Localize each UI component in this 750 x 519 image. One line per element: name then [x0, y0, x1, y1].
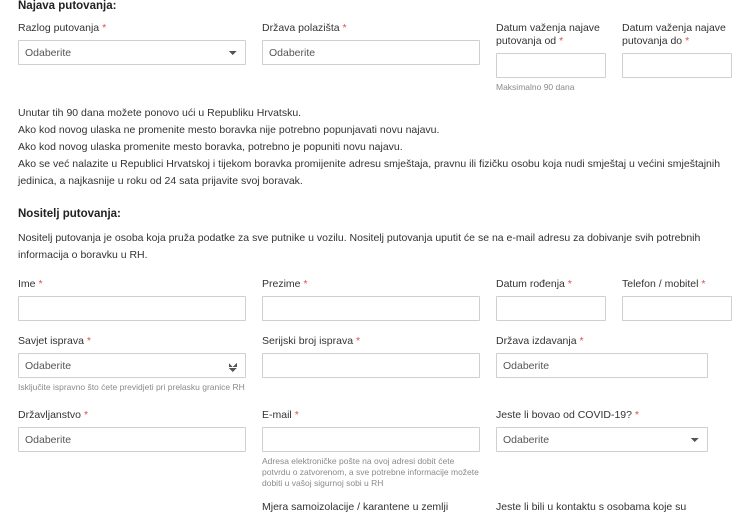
field-contact-question [496, 501, 708, 519]
departure-country-input[interactable] [262, 40, 480, 65]
birth-date-input[interactable] [496, 296, 606, 321]
email-hint: Adresa elektroničke pošte na ovoj adresi dobit ćete potvrdu o zatvorenom, a sve potrebne informacije možete dobiti u vašoj sigurnoj sobi u RH [262, 456, 479, 488]
field-citizenship [18, 409, 246, 489]
trip-notice-2: Ako kod novog ulaska ne promenite mesto boravka nije potrebno popunjavati novu najavu. [18, 124, 440, 136]
required-marker: * [102, 22, 107, 34]
field-isolation-measure-label: Mjera samoizolacije / karantene u zemlji [262, 501, 449, 513]
covid-select[interactable] [496, 427, 708, 452]
trip-notice-4: Ako se već nalazite u Republici Hrvatskoj i tijekom boravka promijenite adresu smještaja, pravnu ili fizičku osobu koja nudi smještaj u većini smještajnih jedinica, a najkasnije u roku od 24 sata prijavite svoj boravak. [18, 158, 721, 187]
valid-from-input[interactable] [496, 53, 606, 78]
field-email [262, 409, 480, 489]
trip-notice-1: Unutar tih 90 dana možete ponovo ući u Republiku Hrvatsku. [18, 107, 302, 119]
reason-select[interactable] [18, 40, 246, 65]
field-last-name-label: Prezime * [262, 278, 308, 290]
required-marker: * [634, 409, 640, 421]
trip-section [18, 0, 732, 190]
field-last-name [262, 278, 480, 321]
field-issuing-country-label: Država izdavanja * [496, 335, 584, 347]
required-marker: * [579, 335, 584, 347]
field-document-type [18, 335, 246, 393]
required-marker: * [86, 335, 91, 347]
required-marker: * [303, 278, 308, 290]
field-departure-country [262, 22, 480, 93]
field-valid-from-label: Datum važenja najave putovanja od * [496, 22, 600, 47]
field-email-label: E-mail * [262, 409, 299, 421]
field-departure-country-label: Država polazišta * [262, 22, 347, 34]
field-contact-question-label: Jeste li bili u kontaktu s osobama koje su [496, 501, 687, 513]
field-phone-label: Telefon / mobitel * [622, 278, 706, 290]
carrier-row-2 [18, 335, 732, 393]
required-marker: * [701, 278, 706, 290]
field-valid-to-label: Datum važenja najave putovanja do * [622, 22, 726, 47]
trip-fields-row [18, 22, 732, 93]
required-marker: * [567, 278, 572, 290]
trip-notice-3: Ako kod novog ulaska promenite mesto boravka, potrebno je popuniti novu najavu. [18, 141, 403, 153]
trip-notices [18, 105, 732, 190]
carrier-row-3 [18, 409, 732, 489]
issuing-country-input[interactable] [496, 353, 708, 378]
required-marker: * [342, 22, 347, 34]
document-number-input[interactable] [262, 353, 480, 378]
email-input[interactable] [262, 427, 480, 452]
required-marker: * [685, 35, 690, 47]
last-name-input[interactable] [262, 296, 480, 321]
field-covid [496, 409, 708, 489]
field-issuing-country [496, 335, 708, 393]
carrier-section [18, 208, 732, 519]
citizenship-input[interactable] [18, 427, 246, 452]
field-document-type-label: Savjet isprava * [18, 335, 91, 347]
field-document-number-label: Serijski broj isprava * [262, 335, 361, 347]
document-type-select[interactable] [18, 353, 246, 378]
field-citizenship-label: Državljanstvo * [18, 409, 89, 421]
field-covid-label: Jeste li bovao od COVID-19? * [496, 409, 640, 421]
valid-from-hint: Maksimalno 90 dana [496, 82, 575, 92]
first-name-input[interactable] [18, 296, 246, 321]
field-reason [18, 22, 246, 93]
carrier-section-title: Nositelj putovanja: [18, 208, 121, 220]
carrier-row-1 [18, 278, 732, 321]
field-phone [622, 278, 732, 321]
required-marker: * [294, 409, 299, 421]
phone-input[interactable] [622, 296, 732, 321]
spacer-col [18, 501, 246, 519]
field-first-name [18, 278, 246, 321]
field-valid-from [496, 22, 606, 93]
field-document-number [262, 335, 480, 393]
required-marker: * [559, 35, 564, 47]
required-marker: * [83, 409, 89, 421]
document-type-hint: Isključite ispravno što ćete previdjeti pri prelasku granice RH [18, 382, 245, 392]
required-marker: * [355, 335, 361, 347]
field-birth-date-label: Datum rođenja * [496, 278, 572, 290]
field-birth-date [496, 278, 606, 321]
required-marker: * [38, 278, 43, 290]
field-reason-label: Razlog putovanja * [18, 22, 107, 34]
field-first-name-label: Ime * [18, 278, 43, 290]
carrier-description: Nositelj putovanja je osoba koja pruža podatke za sve putnike u vozilu. Nositelj putovanja uputit će se na e-mail adresu za dobivanje svih potrebnih informacija o boravku u RH. [18, 232, 701, 261]
trip-section-title: Najava putovanja: [18, 0, 117, 12]
field-valid-to [622, 22, 732, 93]
valid-to-input[interactable] [622, 53, 732, 78]
carrier-row-4 [18, 501, 732, 519]
field-isolation-measure [262, 501, 480, 519]
